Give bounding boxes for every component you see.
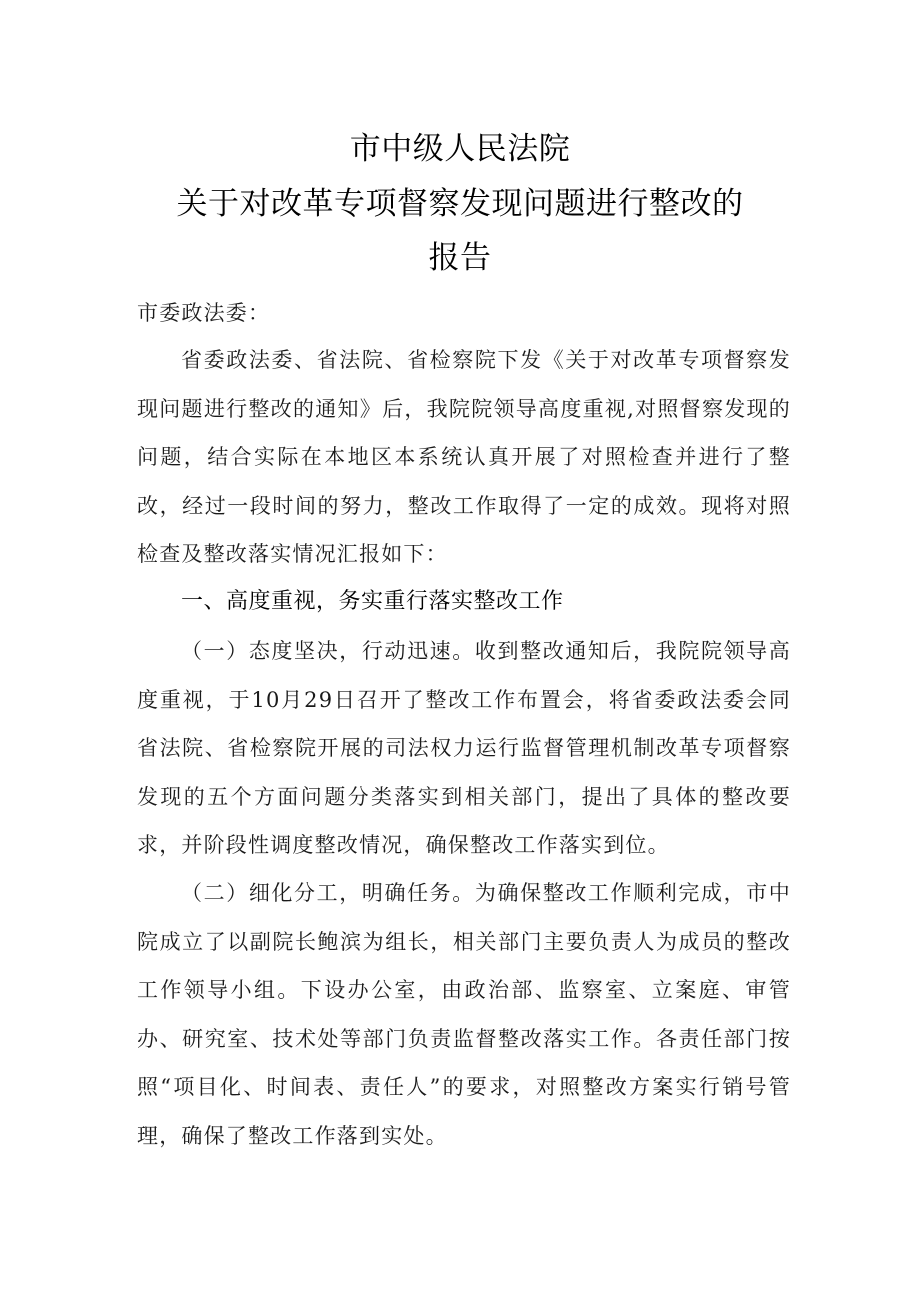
section-heading-1: 一、高度重视，务实重行落实整改工作 <box>181 589 564 614</box>
paragraph-item-1: （一）态度坚决，行动迅速。收到整改通知后，我院院领导高度重视，于10月29日召开了整改工作布置会，将省委政法委会同省法院、省检察院开展的司法权力运行监督管理机制改革专项督察发现的五个方面问题分类落实到相关部门，提出了具体的整改要求，并阶段性调度整改情况，确保整改工作落实到位。 <box>137 639 791 857</box>
paragraph-item-2: （二）细化分工，明确任务。为确保整改工作顺利完成，市中院成立了以副院长鲍滨为组长，相关部门主要负责人为成员的整改工作领导小组。下设办公室，由政治部、监察室、立案庭、审管办、研究室、技术处等部门负责监督整改落实工作。各责任部门按照“项目化、时间表、责任人”的要求，对照整改方案实行销号管理，确保了整改工作落到实处。 <box>137 881 791 1148</box>
salutation: 市委政法委： <box>137 301 271 325</box>
document-title-line3: 报告 <box>428 240 492 276</box>
document-title-line2: 关于对改革专项督察发现问题进行整改的 <box>176 186 744 222</box>
paragraph-intro: 省委政法委、省法院、省检察院下发《关于对改革专项督察发现问题进行整改的通知》后，我院院领导高度重视,对照督察发现的问题，结合实际在本地区本系统认真开展了对照检查并进行了整改，经过一段时间的努力，整改工作取得了一定的成效。现将对照检查及整改落实情况汇报如下： <box>137 348 791 566</box>
document-title-line1: 市中级人民法院 <box>349 131 571 167</box>
